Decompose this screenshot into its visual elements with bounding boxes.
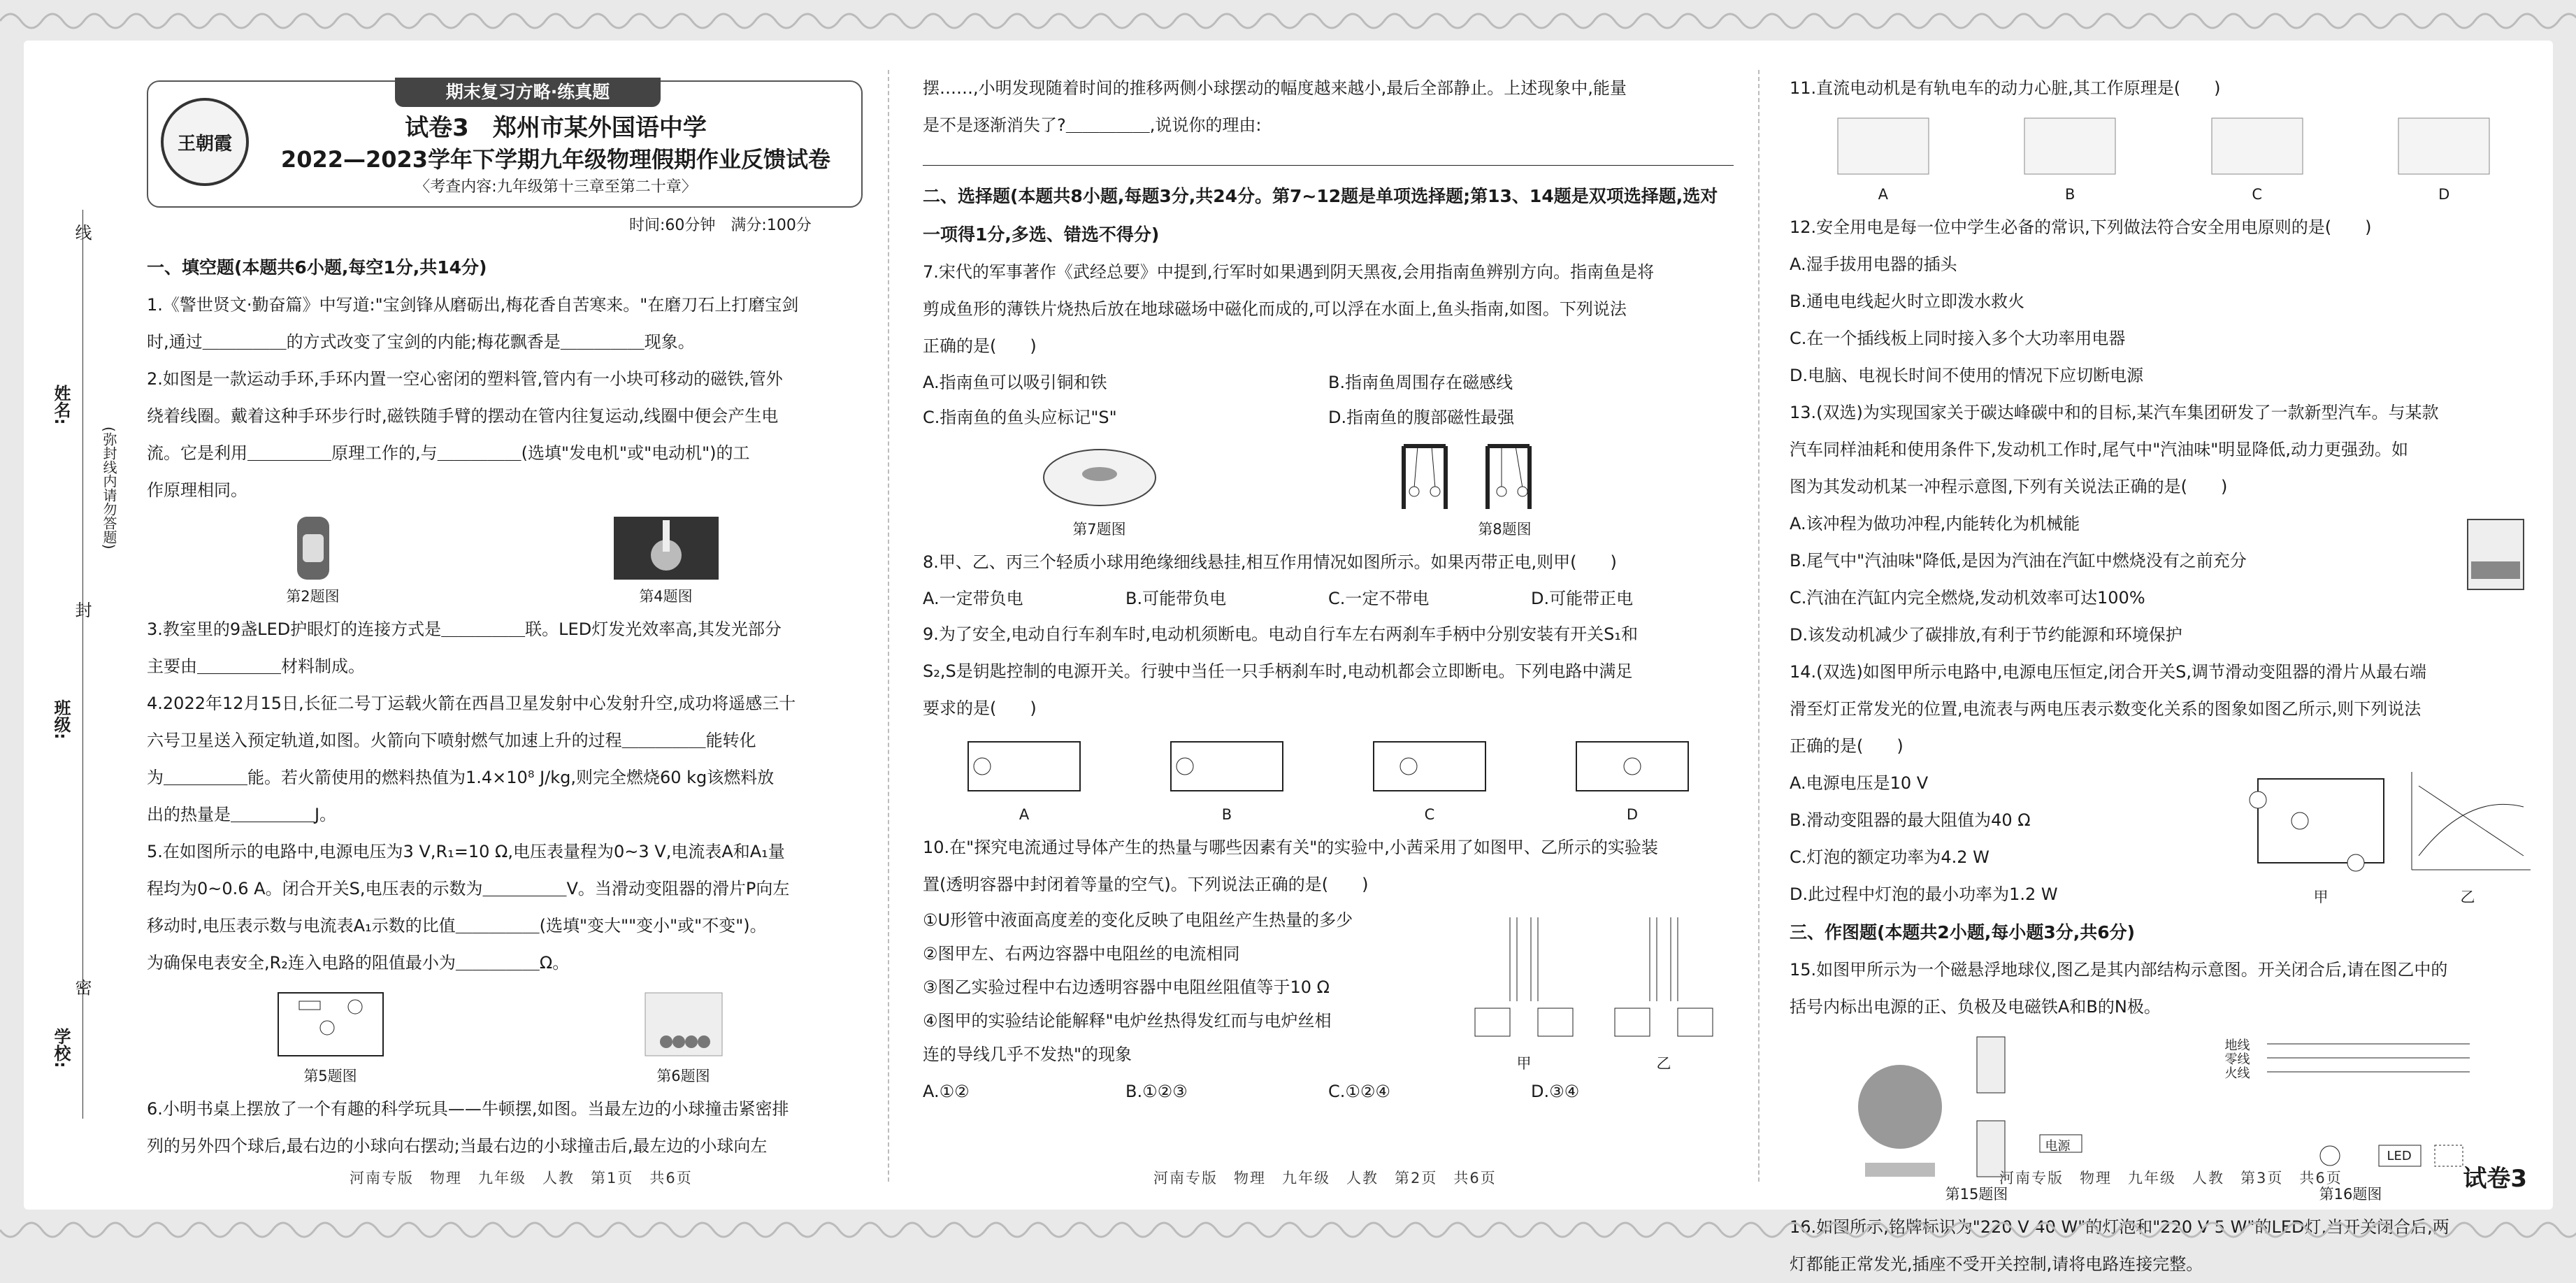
figure-6 <box>638 986 729 1087</box>
figure-6-caption: 第6题图 <box>656 1068 710 1084</box>
q13-option-a[interactable]: A.该冲程为做功冲程,内能转化为机械能 <box>1790 514 2080 533</box>
q9-label-b: B <box>1221 806 1232 823</box>
q7-line-1: 7.宋代的军事著作《武经总要》中提到,行军时如果遇到阴天黑夜,会用指南鱼辨别方向。指南鱼是将 <box>923 262 1655 282</box>
q10-statement-5: 连的导线几乎不发热"的现象 <box>923 1045 1132 1064</box>
q11-c-image <box>2205 111 2310 181</box>
q14-figure-jia <box>2244 765 2398 913</box>
engine-stroke-diagram <box>2454 506 2538 624</box>
q12-line: 12.安全用电是每一位中学生必备的常识,下列做法符合安全用电原则的是( ) <box>1790 217 2372 237</box>
section-2-title-2: 一项得1分,多选、错选不得分) <box>923 224 1160 245</box>
q10-statement-3: ③图乙实验过程中右边透明容器中电阻丝阻值等于10 Ω <box>923 977 1330 997</box>
q14-line-2: 滑至灯正常发光的位置,电流表与两电压表示数变化关系的图象如图乙所示,则下列说法 <box>1790 699 2422 719</box>
q7-line-3: 正确的是( ) <box>923 336 1037 356</box>
q11-option-d[interactable] <box>2391 111 2496 205</box>
q10-option-a[interactable]: A.①② <box>923 1082 970 1101</box>
figure-2-caption: 第2题图 <box>286 588 340 605</box>
q16-line-1: 16.如图所示,铭牌标识为"220 V 40 W"的灯泡和"220 V 5 W"的LED灯,当开关闭合后,两 <box>1790 1217 2449 1237</box>
q8-option-d[interactable]: D.可能带正电 <box>1531 589 1634 608</box>
column-divider-2 <box>1758 70 1760 1182</box>
q11-a-image <box>1831 111 1936 181</box>
q2-line-1: 2.如图是一款运动手环,手环内置一空心密闭的塑料管,管内有一小块可移动的磁铁,管外 <box>147 369 783 389</box>
q6-line-1: 6.小明书桌上摆放了一个有趣的科学玩具——牛顿摆,如图。当最左边的小球撞击紧密排 <box>147 1099 789 1119</box>
q13-line-2: 汽车同样油耗和使用条件下,发动机工作时,尾气中"汽油味"明显降低,动力更强劲。如 <box>1790 440 2408 459</box>
q1-line-1: 1.《警世贤文·勤奋篇》中写道:"宝剑锋从磨砺出,梅花香自苦寒来。"在磨刀石上打磨宝剑 <box>147 295 799 315</box>
q10-options <box>923 1074 1734 1109</box>
q10-figure-jia-caption: 甲 <box>1516 1055 1532 1072</box>
q9-circuit-a-diagram <box>961 731 1087 801</box>
q11-option-c[interactable] <box>2205 111 2310 205</box>
figure-5-caption: 第5题图 <box>303 1068 357 1084</box>
q13-line-3: 图为其发动机某一冲程示意图,下列有关说法正确的是( ) <box>1790 477 2228 496</box>
q8-line-1: 8.甲、乙、丙三个轻质小球用绝缘细线悬挂,相互作用情况如图所示。如果丙带正电,则甲( ) <box>923 552 1617 572</box>
q14-option-d[interactable]: D.此过程中灯泡的最小功率为1.2 W <box>1790 884 2058 904</box>
q10-statement-1: ①U形管中液面高度差的变化反映了电阻丝产生热量的多少 <box>923 910 1353 930</box>
q14-figure-yi <box>2398 765 2538 913</box>
compass-fish-bowl-image <box>1037 439 1163 516</box>
home-circuit-diagram <box>2225 1030 2477 1184</box>
q7-option-b[interactable]: B.指南鱼周围存在磁感线 <box>1328 373 1513 392</box>
q9-circuit-d[interactable] <box>1569 731 1695 825</box>
q9-circuit-b-diagram <box>1164 731 1290 801</box>
electromagnet-diagram <box>1963 1030 2103 1184</box>
q5-line-3: 移动时,电压表示数与电流表A₁示数的比值＿＿＿＿＿(选填"变大""变小"或"不变")。 <box>147 916 767 936</box>
u-tube-apparatus-jia <box>1461 903 1587 1050</box>
q11-label-b: B <box>2065 186 2075 203</box>
led-label: LED <box>2387 1149 2412 1163</box>
q13-line-1: 13.(双选)为实现国家关于碳达峰碳中和的目标,某汽车集团研发了一款新型汽车。与某款 <box>1790 403 2439 422</box>
q15-line-1: 15.如图甲所示为一个磁悬浮地球仪,图乙是其内部结构示意图。开关闭合后,请在图乙中的 <box>1790 960 2448 980</box>
q14-options <box>1790 765 2244 913</box>
q10-body <box>923 903 1734 1074</box>
top-border <box>0 0 2576 42</box>
figure-16-caption: 第16题图 <box>2319 1186 2382 1203</box>
title-block <box>259 112 853 200</box>
column-1 <box>147 248 853 1187</box>
q9-circuit-b[interactable] <box>1164 731 1290 825</box>
maglev-globe-image <box>1851 1030 1949 1184</box>
q8-options <box>923 581 1734 616</box>
q7-options-row-1 <box>923 365 1734 400</box>
q5-line-4: 为确保电表安全,R₂连入电路的阻值最小为＿＿＿＿＿Ω。 <box>147 953 570 973</box>
q1-line-2: 时,通过＿＿＿＿＿的方式改变了宝剑的内能;梅花飘香是＿＿＿＿＿现象。 <box>147 332 695 352</box>
exam-title: 试卷3 郑州市某外国语中学 <box>405 114 707 142</box>
q10-figures <box>1454 903 1734 1074</box>
q11-options <box>1790 111 2538 205</box>
q13-options <box>1790 506 2454 654</box>
q8-option-a[interactable]: A.一定带负电 <box>923 589 1023 608</box>
q5-circuit-diagram <box>271 986 390 1063</box>
q4-line-2: 六号卫星送入预定轨道,如图。火箭向下喷射燃气加速上升的过程＿＿＿＿＿能转化 <box>147 731 756 750</box>
q9-circuit-options <box>923 731 1734 825</box>
q10-statements <box>923 903 1454 1074</box>
q12-option-a[interactable]: A.湿手拔用电器的插头 <box>1790 255 1957 274</box>
q11-line: 11.直流电动机是有轨电车的动力心脏,其工作原理是( ) <box>1790 78 2221 98</box>
q10-option-d[interactable]: D.③④ <box>1531 1082 1580 1101</box>
figure-7 <box>1037 439 1163 540</box>
q9-circuit-a[interactable] <box>961 731 1087 825</box>
live-wire-label: 火线 <box>2224 1066 2250 1081</box>
q11-label-d: D <box>2438 186 2450 203</box>
name-field-label: 姓名: <box>51 385 71 425</box>
q13-option-c[interactable]: C.汽油在汽缸内完全燃烧,发动机效率可达100% <box>1790 588 2145 608</box>
figures-7-8 <box>923 439 1734 540</box>
q14-option-b[interactable]: B.滑动变阻器的最大阻值为40 Ω <box>1790 810 2031 830</box>
figure-15-parts <box>1851 1030 2103 1184</box>
figure-4 <box>614 513 719 607</box>
q10-statement-4: ④图甲的实验结论能解释"电炉丝热得发红而与电炉丝相 <box>923 1011 1332 1031</box>
class-field-label: 班级: <box>51 699 71 740</box>
q10-line-2: 置(透明容器中封闭着等量的空气)。下列说法正确的是( ) <box>923 875 1369 894</box>
q9-circuit-c-diagram <box>1367 731 1492 801</box>
q10-option-c[interactable]: C.①②④ <box>1328 1082 1390 1101</box>
page-footer-3: 河南专版 物理 九年级 人教 第3页 共6页 <box>1999 1170 2343 1187</box>
q9-line-1: 9.为了安全,电动自行车刹车时,电动机须断电。电动自行车左右两刹车手柄中分别安装有开关S₁和 <box>923 624 1639 644</box>
q11-b-image <box>2017 111 2122 181</box>
q9-circuit-c[interactable] <box>1367 731 1492 825</box>
home-circuit-svg <box>2225 1030 2477 1184</box>
bottom-border <box>0 1209 2576 1251</box>
page-footer-1: 河南专版 物理 九年级 人教 第1页 共6页 <box>350 1170 693 1187</box>
q15-line-2: 括号内标出电源的正、负极及电磁铁A和B的N极。 <box>1790 997 2161 1017</box>
publisher-logo <box>161 98 249 186</box>
q8-option-c[interactable]: C.一定不带电 <box>1328 589 1430 608</box>
section-1-title: 一、填空题(本题共6小题,每空1分,共14分) <box>147 257 487 278</box>
q14-figure-jia-caption: 甲 <box>2313 889 2329 905</box>
figure-2 <box>282 513 345 607</box>
q14-circuit-diagram <box>2244 765 2398 884</box>
q11-label-c: C <box>2252 186 2263 203</box>
q9-circuit-d-diagram <box>1569 731 1695 801</box>
q8-option-b[interactable]: B.可能带负电 <box>1125 589 1227 608</box>
neutral-wire-label: 零线 <box>2224 1052 2250 1067</box>
q6-line-3: 摆……,小明发现随着时间的推移两侧小球摆动的幅度越来越小,最后全部静止。上述现象中,能量 <box>923 78 1627 98</box>
q10-line-1: 10.在"探究电流通过导体产生的热量与哪些因素有关"的实验中,小茜采用了如图甲、乙所示的实验装 <box>923 838 1658 857</box>
section-2-title-1: 二、选择题(本题共8小题,每题3分,共24分。第7~12题是单项选择题;第13、14题是双项选择题,选对 <box>923 186 1718 206</box>
column-divider-1 <box>888 70 889 1182</box>
q4-line-3: 为＿＿＿＿＿能。若火箭使用的燃料热值为1.4×10⁸ J/kg,则完全燃烧60 kg该燃料放 <box>147 768 775 787</box>
q9-label-d: D <box>1626 806 1639 823</box>
section-3-title: 三、作图题(本题共2小题,每小题3分,共6分) <box>1790 922 2136 942</box>
q10-figure-yi-caption: 乙 <box>1656 1055 1671 1072</box>
q9-line-2: S₂,S是钥匙控制的电源开关。行驶中当任一只手柄刹车时,电动机都会立即断电。下列电路中满足 <box>923 661 1633 681</box>
q4-line-1: 4.2022年12月15日,长征二号丁运载火箭在西昌卫星发射中心发射升空,成功将遥感三十 <box>147 694 796 713</box>
q6-line-4: 是不是逐渐消失了?＿＿＿＿＿,说说你的理由: <box>923 115 1262 135</box>
figures-5-6 <box>147 986 853 1087</box>
q9-label-a: A <box>1019 806 1030 823</box>
q2-line-2: 绕着线圈。戴着这种手环步行时,磁铁随手臂的摆动在管内往复运动,线圈中便会产生电 <box>147 406 779 426</box>
charged-balls-diagram <box>1390 439 1620 516</box>
q5-line-2: 程均为0~0.6 A。闭合开关S,电压表的示数为＿＿＿＿＿V。当滑动变阻器的滑片P向左 <box>147 879 790 898</box>
time-score: 时间:60分钟 满分:100分 <box>629 217 812 234</box>
q5-line-1: 5.在如图所示的电路中,电源电压为3 V,R₁=10 Ω,电压表量程为0~3 V,电流表A和A₁量 <box>147 842 785 861</box>
q13-option-d[interactable]: D.该发动机减少了碳排放,有利于节约能源和环境保护 <box>1790 625 2182 645</box>
q7-options-row-2 <box>923 400 1734 435</box>
q9-label-c: C <box>1424 806 1435 823</box>
exam-subtitle: 2022—2023学年下学期九年级物理假期作业反馈试卷 <box>280 146 831 173</box>
q6-answer-line <box>923 144 1734 166</box>
power-label: 电源 <box>2045 1139 2071 1154</box>
q3-line-2: 主要由＿＿＿＿＿材料制成。 <box>147 657 365 676</box>
q13-body <box>1790 506 2538 654</box>
q7-option-c[interactable]: C.指南鱼的鱼头应标记"S" <box>923 408 1117 427</box>
q14-figure-yi-caption: 乙 <box>2460 889 2475 905</box>
figure-8 <box>1390 439 1620 540</box>
q14-line-3: 正确的是( ) <box>1790 736 1904 756</box>
q11-label-a: A <box>1878 186 1888 203</box>
q16-line-2: 灯都能正常发光,插座不受开关控制,请将电路连接完整。 <box>1790 1254 2203 1274</box>
figure-7-caption: 第7题图 <box>1072 521 1126 538</box>
u-tube-apparatus-yi <box>1601 903 1727 1050</box>
q7-option-a[interactable]: A.指南鱼可以吸引铜和铁 <box>923 373 1107 392</box>
exam-scope: 〈考查内容:九年级第十三章至第二十章〉 <box>415 178 697 196</box>
secret-label: 密 <box>72 979 92 996</box>
q12-option-b[interactable]: B.通电电线起火时立即泼水救火 <box>1790 292 2025 311</box>
electromagnet-svg <box>1963 1030 2103 1184</box>
q2-line-3: 流。它是利用＿＿＿＿＿原理工作的,与＿＿＿＿＿(选填"发电机"或"电动机")的工 <box>147 443 750 463</box>
q6-line-2: 列的另外四个球后,最右边的小球向右摆动;当最右边的小球撞击后,最左边的小球向左 <box>147 1136 768 1156</box>
q4-line-4: 出的热量是＿＿＿＿＿J。 <box>147 805 337 824</box>
logo-text: 王朝霞 <box>177 133 232 155</box>
q11-d-image <box>2391 111 2496 181</box>
q14-line-1: 14.(双选)如图甲所示电路中,电源电压恒定,闭合开关S,调节滑动变阻器的滑片从最右端 <box>1790 662 2427 682</box>
figure-4-caption: 第4题图 <box>639 588 693 605</box>
q10-statement-2: ②图甲左、右两边容器中电阻丝的电流相同 <box>923 944 1240 963</box>
q12-option-d[interactable]: D.电脑、电视长时间不使用的情况下应切断电源 <box>1790 366 2144 385</box>
column-3 <box>1790 70 2538 1274</box>
school-field-label: 学校: <box>51 1028 71 1068</box>
fitness-band-image <box>282 513 345 583</box>
q14-option-c[interactable]: C.灯泡的额定功率为4.2 W <box>1790 847 1989 867</box>
q14-body <box>1790 765 2538 913</box>
q2-line-4: 作原理相同。 <box>147 480 247 500</box>
figures-2-4 <box>147 513 853 607</box>
page-footer-2: 河南专版 物理 九年级 人教 第2页 共6页 <box>1153 1170 1497 1187</box>
rocket-launch-image <box>614 513 719 583</box>
q11-option-a[interactable] <box>1831 111 1936 205</box>
newtons-cradle-image <box>638 986 729 1063</box>
q7-option-d[interactable]: D.指南鱼的腹部磁性最强 <box>1328 408 1515 427</box>
seal-line-label: 线 <box>72 224 92 241</box>
paper-number: 试卷3 <box>2463 1165 2527 1193</box>
column-2 <box>923 70 1734 1187</box>
q9-line-3: 要求的是( ) <box>923 698 1037 718</box>
figure-8-caption: 第8题图 <box>1478 521 1532 538</box>
q11-option-b[interactable] <box>2017 111 2122 205</box>
binding-margin <box>49 210 126 1119</box>
q14-iu-graph <box>2398 765 2538 884</box>
q13-option-b[interactable]: B.尾气中"汽油味"降低,是因为汽油在汽缸中燃烧没有之前充分 <box>1790 551 2247 571</box>
q14-option-a[interactable]: A.电源电压是10 V <box>1790 773 1929 793</box>
q10-option-b[interactable]: B.①②③ <box>1125 1082 1188 1101</box>
figure-15-caption: 第15题图 <box>1945 1186 2008 1203</box>
q12-option-c[interactable]: C.在一个插线板上同时接入多个大功率用电器 <box>1790 329 2126 348</box>
q10-figure-yi <box>1601 903 1727 1074</box>
q3-line-1: 3.教室里的9盏LED护眼灯的连接方式是＿＿＿＿＿联。LED灯发光效率高,其发光部分 <box>147 619 782 639</box>
seal-label: 封 <box>72 601 92 618</box>
q7-line-2: 剪成鱼形的薄铁片烧热后放在地球磁场中磁化而成的,可以浮在水面上,鱼头指南,如图。下列说法 <box>923 299 1627 319</box>
header-tag: 期末复习方略·练真题 <box>395 78 661 107</box>
q10-figure-jia <box>1461 903 1587 1074</box>
figure-5 <box>271 986 390 1087</box>
seal-note: (弥封线内请勿答题) <box>101 427 117 550</box>
earth-wire-label: 地线 <box>2224 1038 2250 1053</box>
